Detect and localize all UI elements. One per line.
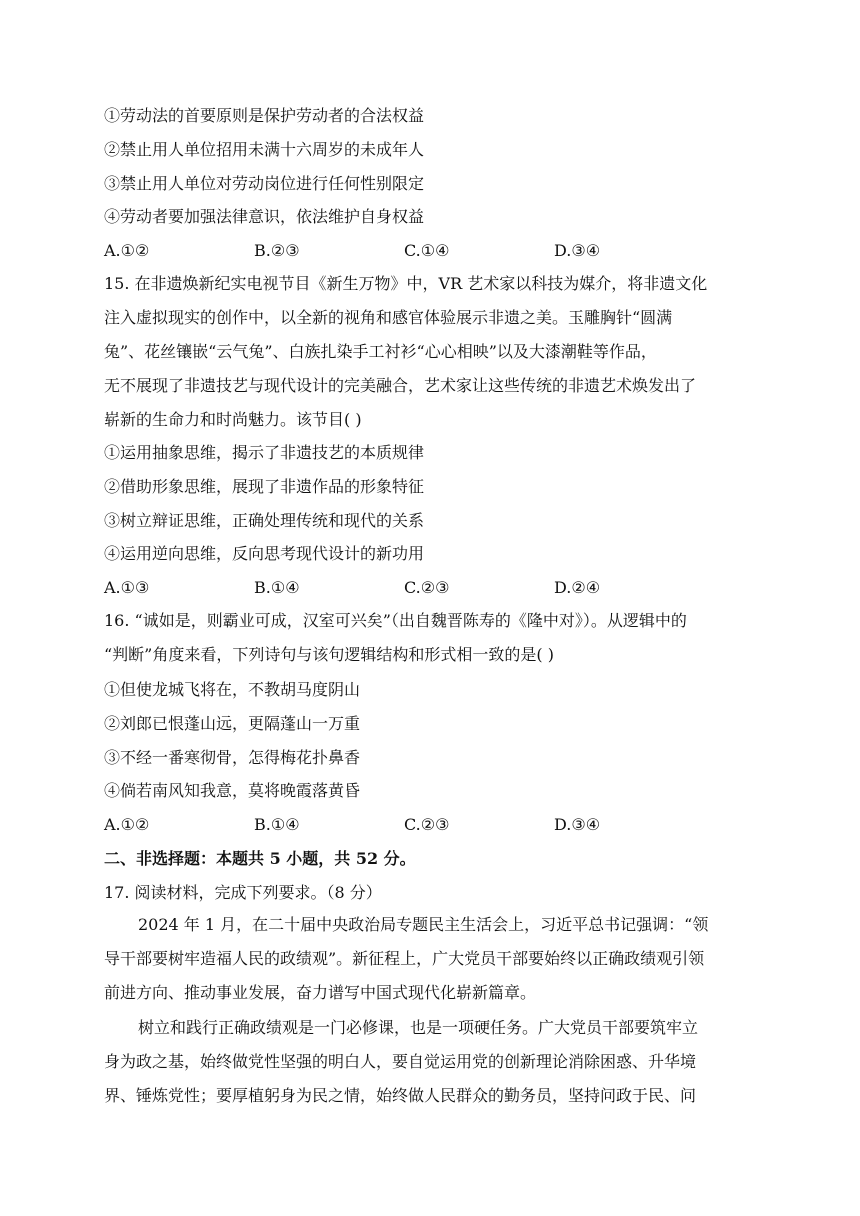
q14-choice-b[interactable]: B.②③ [254,241,300,260]
q15-stem [104,267,754,437]
q16-choice-b[interactable]: B.①④ [254,815,300,834]
q17-title: 17. 阅读材料，完成下列要求。（8 分） [104,883,382,902]
paragraph-line: 身为政之基，始终做党性坚强的明白人，要自觉运用党的创新理论消除困惑、升华境 [104,1052,697,1071]
q15-option-1: ①运用抽象思维，揭示了非遗技艺的本质规律 [104,443,425,462]
q16-option-2: ②刘郎已恨蓬山远，更隔蓬山一万重 [104,714,361,733]
q16-choice-c[interactable]: C.②③ [404,815,450,834]
q16-choice-a[interactable]: A.①② [104,815,150,834]
q15-answer-choices [104,577,704,599]
paragraph-line: 树立和践行正确政绩观是一门必修课，也是一项硬任务。广大党员干部要筑牢立 [138,1018,699,1037]
q16-option-4: ④倘若南风知我意，莫将晚霞落黄昏 [104,781,361,800]
q14-choice-d[interactable]: D.③④ [554,241,601,260]
paragraph-line: 2024 年 1 月，在二十届中央政治局专题民主生活会上，习近平总书记强调：“领 [138,915,709,934]
q16-stem [104,604,754,672]
q15-stem-line: 兔”、花丝镶嵌“云气兔”、白族扎染手工衬衫“心心相映”以及大漆潮鞋等作品， [104,342,657,361]
q14-choice-a[interactable]: A.①② [104,241,150,260]
paragraph-line: 界、锤炼党性；要厚植躬身为民之情，始终做人民群众的勤务员，坚持问政于民、问 [104,1086,697,1105]
q15-stem-line: 注入虚拟现实的创作中，以全新的视角和感官体验展示非遗之美。玉雕胸针“圆满 [104,308,673,327]
q14-choice-c[interactable]: C.①④ [404,241,450,260]
q16-option-3: ③不经一番寒彻骨，怎得梅花扑鼻香 [104,748,361,767]
q15-stem-line: 崭新的生命力和时尚魅力。该节目( ) [104,410,362,429]
q14-option-4: ④劳动者要加强法律意识，依法维护自身权益 [104,207,425,226]
q16-stem-line: 16. “诚如是，则霸业可成，汉室可兴矣”（出自魏晋陈寿的《隆中对》）。从逻辑中的 [104,611,687,630]
q15-stem-line: 无不展现了非遗技艺与现代设计的完美融合，艺术家让这些传统的非遗艺术焕发出了 [104,376,697,395]
paragraph-line: 前进方向、推动事业发展，奋力谱写中国式现代化崭新篇章。 [104,983,537,1002]
q16-stem-line: “判断”角度来看，下列诗句与该句逻辑结构和形式相一致的是( ) [104,645,554,664]
q16-option-1: ①但使龙城飞将在，不教胡马度阴山 [104,680,361,699]
q14-option-3: ③禁止用人单位对劳动岗位进行任何性别限定 [104,174,425,193]
q15-option-4: ④运用逆向思维，反向思考现代设计的新功用 [104,544,425,563]
q15-stem-line: 15. 在非遗焕新纪实电视节目《新生万物》中，VR 艺术家以科技为媒介，将非遗文化 [104,274,708,293]
q15-choice-c[interactable]: C.②③ [404,578,450,597]
q17-material-paragraph-2 [104,1011,754,1113]
q16-answer-choices [104,814,704,836]
section-heading: 二、非选择题：本题共 5 小题，共 52 分。 [104,849,416,868]
q15-choice-d[interactable]: D.②④ [554,578,601,597]
q14-option-1: ①劳动法的首要原则是保护劳动者的合法权益 [104,106,425,125]
q15-choice-b[interactable]: B.①④ [254,578,300,597]
q15-choice-a[interactable]: A.①③ [104,578,150,597]
paragraph-line: 导干部要树牢造福人民的政绩观”。新征程上，广大党员干部要始终以正确政绩观引领 [104,949,705,968]
q15-option-2: ②借助形象思维，展现了非遗作品的形象特征 [104,477,425,496]
q17-material-paragraph-1 [104,908,754,1010]
q15-option-3: ③树立辩证思维，正确处理传统和现代的关系 [104,511,425,530]
q14-answer-choices [104,240,704,262]
q16-choice-d[interactable]: D.③④ [554,815,601,834]
q14-option-2: ②禁止用人单位招用未满十六周岁的未成年人 [104,140,425,159]
